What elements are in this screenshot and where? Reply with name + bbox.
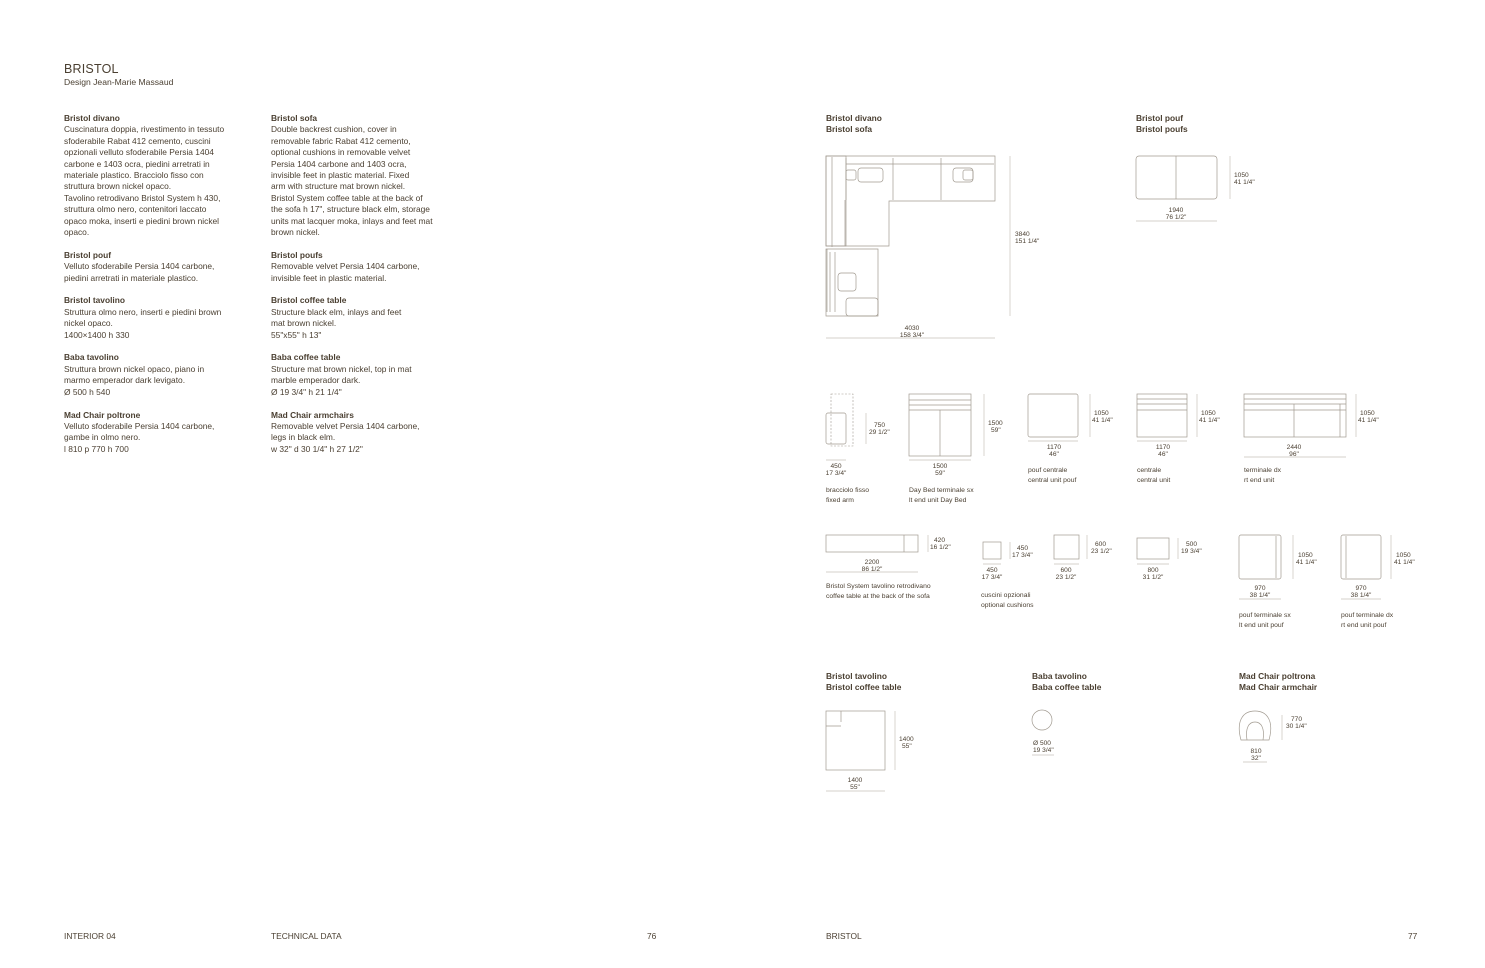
dim-baba-diameter-mm: Ø 500: [1033, 740, 1051, 747]
product-block: Bristol sofa Double backrest cushion, cover in removable fabric Rabat 412 cemento, optional cushions in removable velvet Persia 1404 carbone and 1403 ocra, invisible feet in plastic material. Fixed arm with structure mat brown nickel. Bristol System coffee table at the back of the sofa h 17", structure black elm, storage units mat lacquer moka, inlays and feet mat brown nickel.: [271, 113, 433, 238]
dim-cushion-3-height-mm: 500: [1186, 541, 1198, 548]
dim-system-table-width-mm: 2200: [864, 559, 880, 566]
dim-central-pouf-width-mm: 1170: [1046, 444, 1062, 451]
designer-credit: Design Jean-Marie Massaud: [64, 77, 174, 87]
dim-arm-height-mm: 750: [874, 422, 886, 429]
dim-rt-end-unit-height-mm: 1050: [1360, 410, 1375, 417]
product-block: Mad Chair poltrone Velluto sfoderabile Persia 1404 carbone, gambe in olmo nero. l 810 p 770 h 700: [64, 409, 215, 454]
dim-pouf-rt-height-mm: 1050: [1396, 552, 1411, 559]
dim-sofa-height-mm: 3840: [1015, 231, 1030, 238]
dim-cushion-1-width-mm: 450: [986, 567, 998, 574]
dim-central-unit-width-mm: 1170: [1155, 444, 1171, 451]
dim-coffee-table-height-in: 55": [902, 743, 912, 750]
product-block: Bristol coffee table Structure black elm, inlays and feet mat brown nickel. 55"x55" h 13": [271, 295, 402, 340]
footer-brand: INTERIOR 04: [64, 931, 116, 941]
page-number-right: 77: [1408, 931, 1418, 941]
caption-system-table: Bristol System tavolino retrodivano coffee table at the back of the sofa: [826, 583, 931, 600]
dim-day-bed-width-in: 59": [935, 470, 945, 477]
dim-pouf-height-mm: 1050: [1234, 172, 1249, 179]
section-label-sofa: Bristol divano Bristol sofa: [826, 113, 882, 135]
dim-rt-end-unit-height-in: 41 1/4": [1358, 417, 1379, 424]
dim-arm-width-mm: 450: [830, 463, 842, 470]
dim-cushion-3-height-in: 19 3/4": [1181, 548, 1202, 555]
dim-pouf-rt-width-in: 38 1/4": [1350, 592, 1372, 599]
caption-rt-end-pouf: pouf terminale dx rt end unit pouf: [1341, 612, 1394, 629]
dim-cushion-1-height-in: 17 3/4": [1012, 552, 1033, 559]
dim-system-table-height-in: 16 1/2": [930, 544, 951, 551]
dim-pouf-lt-width-mm: 970: [1254, 585, 1266, 592]
day-bed-drawing: [909, 394, 984, 460]
product-block: Bristol divano Cuscinatura doppia, rivestimento in tessuto sfoderabile Rabat 412 cemento, cuscini opzionali velluto sfoderabile Persia 1404 carbone e 1403 ocra, piedini arretrati in materiale plastico. Bracciolo fisso con struttura brown nickel opaco. Tavolino retrodivano Bristol System h 430, struttura olmo nero, contenitori laccato opaco moka, inserti e piedini brown nickel opaco.: [64, 113, 225, 238]
dim-central-pouf-height-mm: 1050: [1094, 410, 1109, 417]
dim-arm-width-in: 17 3/4": [825, 470, 847, 477]
caption-rt-end-unit: terminale dx rt end unit: [1244, 467, 1282, 484]
product-block: Mad Chair armchairs Removable velvet Persia 1404 carbone, legs in black elm. w 32" d 30 1/4" h 27 1/2": [271, 409, 420, 454]
section-label-baba-table: Baba tavolino Baba coffee table: [1032, 671, 1102, 693]
caption-lt-end-pouf: pouf terminale sx lt end unit pouf: [1239, 612, 1291, 629]
fixed-arm-drawing: [826, 394, 866, 460]
dim-cushion-1-width-in: 17 3/4": [981, 574, 1003, 581]
page-number-left: 76: [647, 931, 657, 941]
dim-sofa-width-mm: 4030: [904, 325, 920, 332]
dim-pouf-rt-height-in: 41 1/4": [1394, 559, 1415, 566]
sofa-plan-drawing: [826, 156, 1010, 338]
dim-sofa-height-in: 151 1/4": [1015, 238, 1040, 245]
caption-central-unit: centrale central unit: [1137, 467, 1171, 484]
footer-section: TECHNICAL DATA: [271, 931, 342, 941]
product-block: Baba tavolino Struttura brown nickel opaco, piano in marmo emperador dark levigato. Ø 500 h 540: [64, 352, 205, 397]
dim-system-table-width-in: 86 1/2": [861, 566, 883, 573]
caption-day-bed: Day Bed terminale sx lt end unit Day Bed: [909, 487, 974, 504]
caption-fixed-arm: bracciolo fisso fixed arm: [826, 487, 870, 504]
dim-pouf-lt-height-in: 41 1/4": [1296, 559, 1317, 566]
dim-cushion-3-width-mm: 800: [1147, 567, 1159, 574]
section-label-coffee-table: Bristol tavolino Bristol coffee table: [826, 671, 902, 693]
dim-central-unit-height-in: 41 1/4": [1199, 417, 1220, 424]
dim-baba-diameter-in: 19 3/4": [1033, 747, 1054, 754]
page-title: BRISTOL: [64, 62, 119, 76]
dim-sofa-width-in: 158 3/4": [899, 332, 925, 339]
dim-pouf-rt-width-mm: 970: [1355, 585, 1367, 592]
dim-cushion-3-width-in: 31 1/2": [1142, 574, 1164, 581]
dim-cushion-2-height-in: 23 1/2": [1091, 548, 1112, 555]
section-label-pouf: Bristol pouf Bristol poufs: [1136, 113, 1188, 135]
footer-title: BRISTOL: [826, 931, 862, 941]
caption-central-pouf: pouf centrale central unit pouf: [1028, 467, 1077, 484]
dim-pouf-width-mm: 1940: [1168, 207, 1184, 214]
dim-central-unit-height-mm: 1050: [1201, 410, 1216, 417]
dim-arm-height-in: 29 1/2": [869, 429, 890, 436]
dim-central-pouf-width-in: 46": [1049, 451, 1059, 458]
product-block: Bristol pouf Velluto sfoderabile Persia 1404 carbone, piedini arretrati in materiale plastico.: [64, 249, 215, 283]
product-block: Baba coffee table Structure mat brown nickel, top in mat marble emperador dark. Ø 19 3/4" h 21 1/4": [271, 352, 412, 397]
dim-mad-chair-width-mm: 810: [1250, 748, 1262, 755]
product-block: Bristol poufs Removable velvet Persia 1404 carbone, invisible feet in plastic material.: [271, 249, 420, 283]
dim-cushion-1-height-mm: 450: [1017, 545, 1029, 552]
dim-day-bed-height-in: 59": [991, 427, 1001, 434]
dim-day-bed-height-mm: 1500: [988, 420, 1003, 427]
cushions-drawing: [983, 535, 1178, 564]
dim-mad-chair-width-in: 32": [1251, 755, 1261, 762]
central-unit-drawing: [1137, 394, 1197, 441]
dim-system-table-height-mm: 420: [934, 537, 946, 544]
dim-central-unit-width-in: 46": [1158, 451, 1168, 458]
dim-cushion-2-width-mm: 600: [1060, 567, 1072, 574]
dim-central-pouf-height-in: 41 1/4": [1092, 417, 1113, 424]
dim-rt-end-unit-width-mm: 2440: [1286, 444, 1302, 451]
product-block: Bristol tavolino Struttura olmo nero, inserti e piedini brown nickel opaco. 1400×1400 h 330: [64, 295, 222, 340]
dim-day-bed-width-mm: 1500: [932, 463, 948, 470]
dim-coffee-table-height-mm: 1400: [899, 736, 914, 743]
dim-cushion-2-width-in: 23 1/2": [1055, 574, 1077, 581]
dim-cushion-2-height-mm: 600: [1095, 541, 1107, 548]
central-pouf-drawing: [1028, 394, 1090, 441]
dim-pouf-lt-width-in: 38 1/4": [1249, 592, 1271, 599]
dim-mad-chair-height-in: 30 1/4": [1286, 723, 1307, 730]
dim-coffee-table-width-mm: 1400: [847, 777, 863, 784]
dim-pouf-height-in: 41 1/4": [1234, 179, 1255, 186]
dim-rt-end-unit-width-in: 96": [1289, 451, 1299, 458]
dim-mad-chair-height-mm: 770: [1291, 716, 1303, 723]
section-label-mad-chair: Mad Chair poltrona Mad Chair armchair: [1239, 671, 1318, 693]
dim-pouf-width-in: 76 1/2": [1165, 214, 1187, 221]
dim-coffee-table-width-in: 55": [850, 784, 860, 791]
caption-optional-cushions: cuscini opzionali optional cushions: [981, 592, 1034, 609]
dim-pouf-lt-height-mm: 1050: [1298, 552, 1313, 559]
